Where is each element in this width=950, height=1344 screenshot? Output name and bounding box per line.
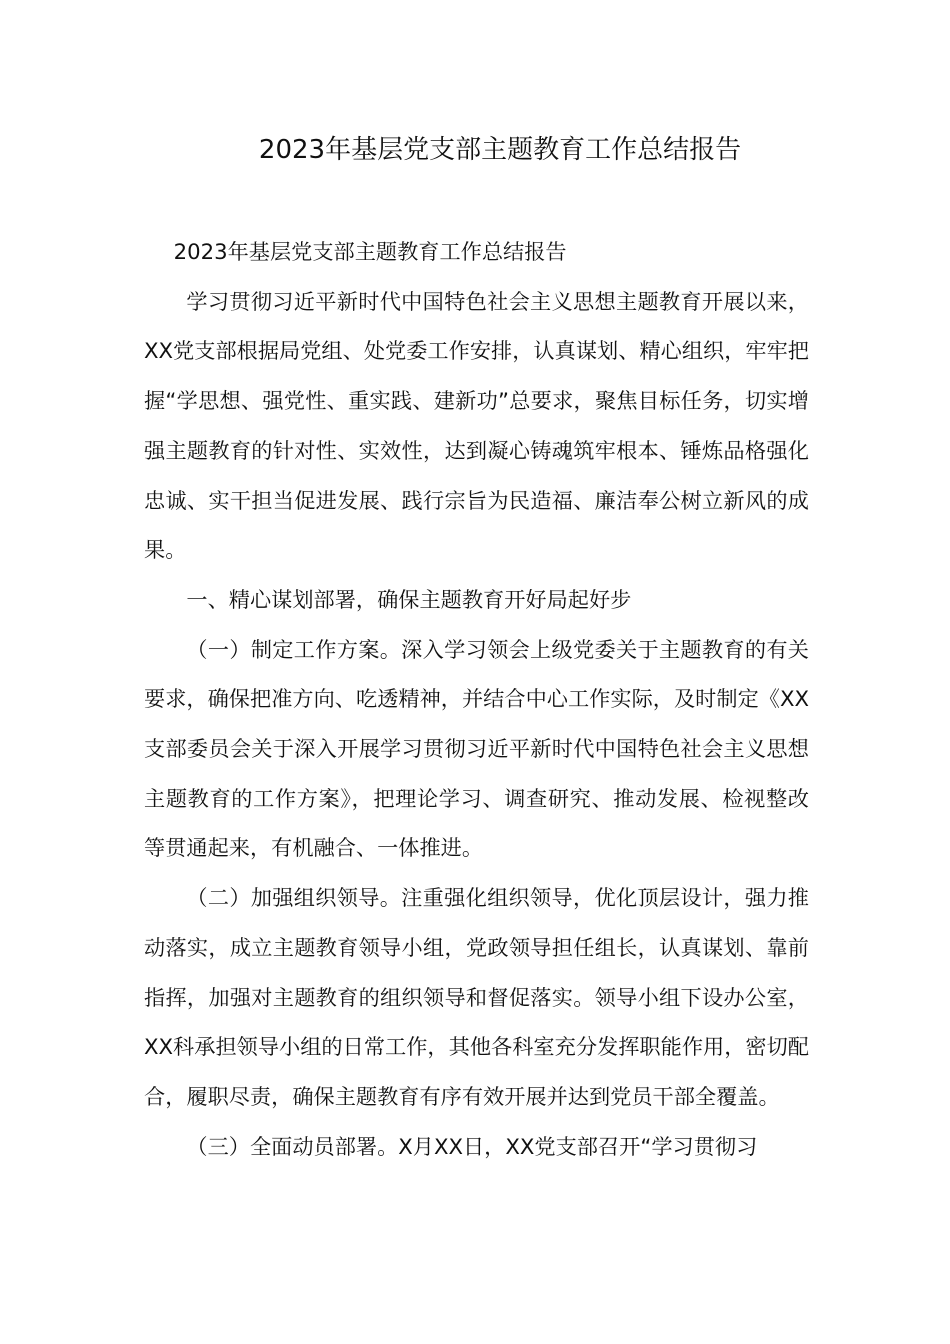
document-body xyxy=(144,227,809,1171)
paragraph-1-1: （一）制定工作方案。深入学习领会上级党委关于主题教育的有关要求，确保把准方向、吃透精神，并结合中心工作实际，及时制定《XX支部委员会关于深入开展学习贯彻习近平新时代中国特色社会主义思想主题教育的工作方案》，把理论学习、调查研究、推动发展、检视整改等贯通起来，有机融合、一体推进。 xyxy=(144,636,809,861)
document-title: 2023年基层党支部主题教育工作总结报告 xyxy=(258,135,742,165)
paragraph-1-2: （二）加强组织领导。注重强化组织领导，优化顶层设计，强力推动落实，成立主题教育领导小组，党政领导担任组长，认真谋划、靠前指挥，加强对主题教育的组织领导和督促落实。领导小组下设办公室，XX科承担领导小组的日常工作，其他各科室充分发挥职能作用，密切配合，履职尽责，确保主题教育有序有效开展并达到党员干部全覆盖。 xyxy=(144,885,809,1109)
paragraph-1-3: （三）全面动员部署。X月XX日，XX党支部召开“学习贯彻习 xyxy=(186,1133,758,1159)
document-subtitle: 2023年基层党支部主题教育工作总结报告 xyxy=(173,239,567,264)
intro-paragraph: 学习贯彻习近平新时代中国特色社会主义思想主题教育开展以来，XX党支部根据局党组、处党委工作安排，认真谋划、精心组织，牢牢把握“学思想、强党性、重实践、建新功”总要求，聚焦目标任务，切实增强主题教育的针对性、实效性，达到凝心铸魂筑牢根本、锤炼品格强化忠诚、实干担当促进发展、践行宗旨为民造福、廉洁奉公树立新风的成果。 xyxy=(144,288,809,563)
section-heading-1: 一、精心谋划部署，确保主题教育开好局起好步 xyxy=(186,586,632,612)
